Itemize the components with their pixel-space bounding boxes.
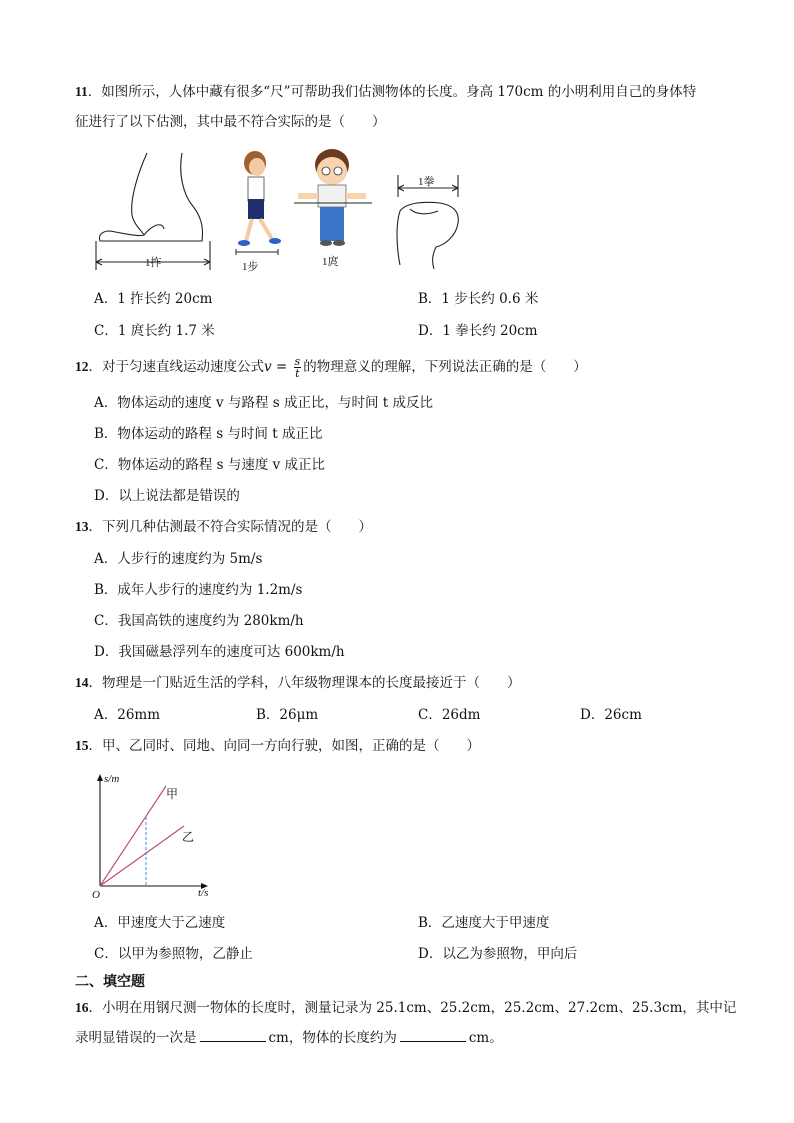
q16-blank-2[interactable]: [400, 1029, 466, 1042]
line-yi-label: 乙: [182, 830, 195, 844]
q14-option-b[interactable]: B．26μm: [256, 707, 319, 723]
q13-option-c[interactable]: C．我国高铁的速度约为 280km/h: [94, 613, 304, 629]
walking-boy-illustration: [236, 151, 281, 255]
q11-option-d[interactable]: D．1 拳长约 20cm: [418, 323, 538, 339]
armspan-boy-illustration: [294, 149, 372, 246]
q16-line2: 录明显错误的一次是 cm，物体的长度约为 cm。: [75, 1030, 503, 1046]
q11-line1: 11．如图所示，人体中藏有很多“尺”可帮助我们估测物体的长度。身高 170cm 的小明利用自己的身体特: [75, 84, 697, 100]
q16-line1: 16．小明在用钢尺测一物体的长度时，测量记录为 25.1cm、25.2cm，25.2cm、27.2cm、25.3cm，其中记: [75, 1000, 737, 1016]
q16-number: 16: [75, 1000, 89, 1015]
q13-stem: 13．下列几种估测最不符合实际情况的是（ ）: [75, 519, 372, 535]
q14-stem: 14．物理是一门贴近生活的学科，八年级物理课本的长度最接近于（ ）: [75, 675, 521, 691]
q13-option-d[interactable]: D．我国磁悬浮列车的速度可达 600km/h: [94, 644, 345, 660]
q15-option-a[interactable]: A．甲速度大于乙速度: [94, 915, 226, 931]
y-axis-arrow: [97, 774, 103, 781]
formula-fraction: $\frac{s}{t}$: [294, 355, 301, 380]
q14-option-a[interactable]: A．26mm: [94, 707, 161, 723]
line-jia: [100, 786, 166, 886]
q13-option-b[interactable]: B．成年人步行的速度约为 1.2m/s: [94, 582, 303, 598]
q15-option-d[interactable]: D．以乙为参照物，甲向后: [418, 946, 578, 962]
fig-label-tuo: 1庹: [322, 256, 339, 268]
q12-option-b[interactable]: B．物体运动的路程 s 与时间 t 成正比: [94, 426, 323, 442]
q14-option-d[interactable]: D．26cm: [580, 707, 642, 723]
y-axis-label: s/m: [104, 773, 120, 785]
formula-v: v: [264, 359, 272, 375]
q11-option-a[interactable]: A．1 拃长约 20cm: [94, 291, 213, 307]
q11-option-b[interactable]: B．1 步长约 0.6 米: [418, 291, 539, 307]
q15-number: 15: [75, 738, 89, 753]
q15-option-b[interactable]: B．乙速度大于甲速度: [418, 915, 550, 931]
q11-option-c[interactable]: C．1 庹长约 1.7 米: [94, 323, 215, 339]
q14-option-c[interactable]: C．26dm: [418, 707, 481, 723]
x-axis-label: t/s: [198, 887, 209, 899]
origin-label: O: [92, 889, 100, 900]
q12-option-a[interactable]: A．物体运动的速度 v 与路程 s 成正比，与时间 t 成反比: [94, 395, 433, 411]
q15-option-c[interactable]: C．以甲为参照物，乙静止: [94, 946, 253, 962]
q13-number: 13: [75, 519, 89, 534]
fist-illustration: [397, 175, 458, 269]
q11-line2: 征进行了以下估测，其中最不符合实际的是（ ）: [75, 114, 386, 130]
q12-option-c[interactable]: C．物体运动的路程 s 与速度 v 成正比: [94, 457, 326, 473]
fig-label-bu: 1步: [242, 261, 259, 273]
line-yi: [100, 826, 184, 886]
q12-number: 12: [75, 359, 89, 374]
hand-span-illustration: [96, 153, 210, 270]
line-jia-label: 甲: [166, 787, 179, 801]
q13-option-a[interactable]: A．人步行的速度约为 5m/s: [94, 551, 263, 567]
q11-figure: [92, 145, 472, 275]
q12-option-d[interactable]: D．以上说法都是错误的: [94, 488, 240, 504]
section-heading: 二、填空题: [75, 974, 145, 990]
q15-st-graph: [88, 768, 228, 900]
q14-number: 14: [75, 675, 89, 690]
q15-stem: 15．甲、乙同时、同地、向同一方向行驶，如图，正确的是（ ）: [75, 738, 480, 754]
q12-stem: 12．对于匀速直线运动速度公式v = $\frac{s}{t}$ 的物理意义的理解，下列说法正确的是（ ）: [75, 355, 587, 380]
q11-number: 11: [75, 84, 88, 99]
q16-blank-1[interactable]: [200, 1029, 266, 1042]
fig-label-quan: 1拳: [418, 176, 435, 188]
fig-label-zha: 1拃: [145, 257, 162, 269]
